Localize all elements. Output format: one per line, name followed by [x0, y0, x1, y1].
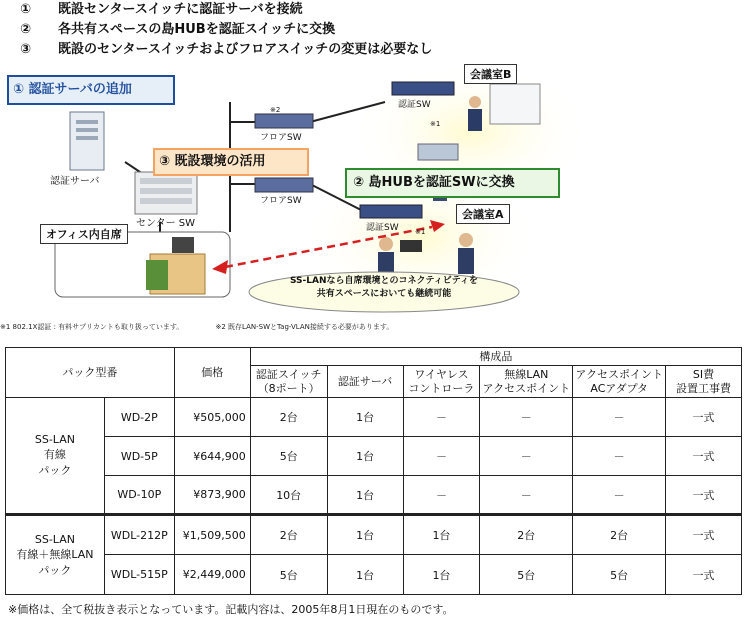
table-cell: 5台	[250, 437, 327, 476]
model-cell: WDL-212P	[104, 515, 174, 555]
header-price: 価格	[174, 348, 250, 398]
auth-switch-label: 認証SW	[398, 100, 431, 110]
header-col: アクセスポイント ACアダプタ	[573, 366, 666, 398]
floor-switch-label: フロアSW	[260, 133, 302, 143]
monitor-icon	[172, 237, 194, 253]
table-cell: －	[403, 476, 480, 515]
chair-icon	[146, 260, 168, 290]
table-row	[6, 476, 742, 515]
table-cell: 一式	[666, 476, 742, 515]
note-text: ※2 既存LAN-SWとTag-VLAN接続する必要があります。	[215, 323, 394, 331]
note-mark: ※1	[415, 228, 426, 236]
person-icon	[459, 233, 473, 247]
table-cell: 10台	[250, 476, 327, 515]
callout-add-auth-server: ① 認証サーバの追加	[7, 75, 175, 105]
price-cell: ¥2,449,000	[174, 555, 250, 595]
room-b-label: 会議室B	[464, 64, 517, 84]
laptop-icon	[400, 240, 422, 252]
table-cell: －	[573, 437, 666, 476]
office-label: オフィス内自席	[40, 224, 128, 244]
model-cell: WD-10P	[104, 476, 174, 515]
note-text: ※1 802.1X認証 : 有料サプリカントも取り扱っています。	[0, 323, 184, 331]
group-name: SS-LAN 有線 パック	[6, 398, 105, 515]
person-icon	[379, 237, 393, 251]
auth-server-label: 認証サーバ	[50, 176, 100, 187]
header-col: 認証スイッチ （8ポート）	[250, 366, 327, 398]
step-text: 既設センタースイッチに認証サーバを接続	[58, 2, 303, 17]
table-cell: 1台	[327, 437, 403, 476]
floor-switch-label: フロアSW	[260, 196, 302, 206]
table-cell: 5台	[573, 555, 666, 595]
table-row	[6, 555, 742, 595]
table-cell: －	[403, 398, 480, 437]
table-cell: 1台	[403, 555, 480, 595]
table-cell: 一式	[666, 515, 742, 555]
table-cell: 1台	[327, 398, 403, 437]
step-number: ①	[20, 2, 32, 17]
step-number: ③	[20, 42, 32, 57]
pack-price-table	[5, 347, 742, 595]
note-mark: ※2	[270, 106, 281, 114]
table-cell: －	[403, 437, 480, 476]
step-item	[20, 20, 740, 40]
header-col: 無線LAN アクセスポイント	[480, 366, 573, 398]
model-cell: WD-5P	[104, 437, 174, 476]
table-cell: 2台	[250, 398, 327, 437]
header-components: 構成品	[250, 348, 741, 366]
auth-switch-icon	[360, 205, 422, 218]
group-name: SS-LAN 有線＋無線LAN パック	[6, 515, 105, 595]
price-cell: ¥1,509,500	[174, 515, 250, 555]
steps-list	[20, 0, 740, 60]
table-cell: －	[573, 476, 666, 515]
table-row	[6, 437, 742, 476]
price-cell: ¥873,900	[174, 476, 250, 515]
room-a-label: 会議室A	[456, 204, 510, 224]
whiteboard-icon	[490, 84, 540, 124]
table-cell: 1台	[403, 515, 480, 555]
center-switch-label: センター SW	[136, 218, 196, 229]
table-cell: －	[480, 437, 573, 476]
person-icon	[469, 96, 481, 108]
table-cell: 1台	[327, 476, 403, 515]
table-cell: 2台	[480, 515, 573, 555]
header-col: 認証サーバ	[327, 366, 403, 398]
model-cell: WDL-515P	[104, 555, 174, 595]
step-text: 既設のセンタースイッチおよびフロアスイッチの変更は必要なし	[58, 42, 433, 57]
auth-switch-icon	[392, 82, 454, 95]
table-cell: －	[480, 398, 573, 437]
meeting-table-icon	[418, 144, 458, 160]
table-cell: 2台	[250, 515, 327, 555]
step-item	[20, 0, 740, 20]
table-cell: 5台	[480, 555, 573, 595]
price-cell: ¥644,900	[174, 437, 250, 476]
step-text: 各共有スペースの島HUBを認証スイッチに交換	[58, 22, 336, 37]
table-cell: 一式	[666, 398, 742, 437]
table-cell: 一式	[666, 437, 742, 476]
table-cell: 1台	[327, 555, 403, 595]
table-row	[6, 398, 742, 437]
table-row	[6, 515, 742, 555]
diagram-notes	[0, 322, 750, 332]
callout-use-existing: ③ 既設環境の活用	[153, 148, 309, 176]
table-cell: 一式	[666, 555, 742, 595]
header-col: ワイヤレス コントローラ	[403, 366, 480, 398]
network-diagram	[0, 62, 750, 317]
callout-replace-hub: ② 島HUBを認証SWに交換	[345, 168, 560, 198]
footnote: ※価格は、全て税抜き表示となっています。記載内容は、2005年8月1日現在のものです。	[8, 603, 454, 616]
floor-switch-icon	[255, 178, 313, 192]
step-item	[20, 40, 740, 60]
table-cell: 5台	[250, 555, 327, 595]
price-cell: ¥505,000	[174, 398, 250, 437]
bubble-text: SS-LANなら自席環境とのコネクティビティを 共有スペースにおいても継続可能	[289, 276, 479, 299]
header-pack: パック型番	[6, 348, 175, 398]
table-cell: 2台	[573, 515, 666, 555]
note-mark: ※1	[430, 120, 441, 128]
model-cell: WD-2P	[104, 398, 174, 437]
step-number: ②	[20, 22, 32, 37]
table-cell: 1台	[327, 515, 403, 555]
table-cell: －	[480, 476, 573, 515]
floor-switch-icon	[255, 114, 313, 128]
header-col: SI費 設置工事費	[666, 366, 742, 398]
auth-switch-label: 認証SW	[366, 223, 399, 233]
table-cell: －	[573, 398, 666, 437]
